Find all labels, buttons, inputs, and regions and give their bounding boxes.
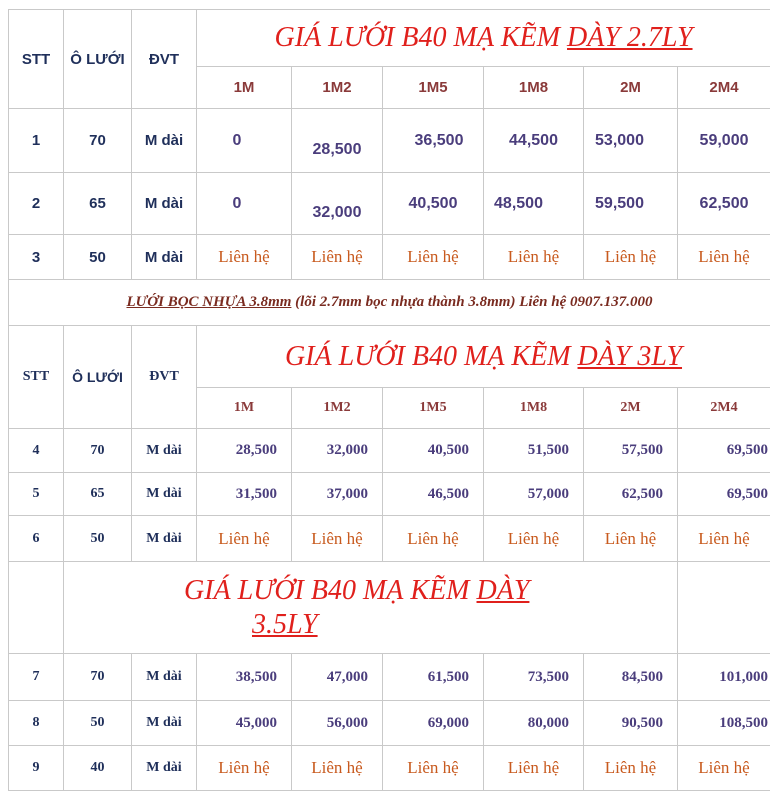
table-row (9, 654, 770, 701)
table-row (9, 473, 770, 516)
price-cell: 46,500 (383, 473, 484, 516)
dvt-cell: M dài (132, 516, 197, 562)
o-luoi-cell: 70 (64, 654, 132, 701)
size-header: 1M5 (383, 67, 484, 109)
empty-cell (678, 562, 770, 654)
price-cell: 56,000 (292, 701, 383, 746)
price-cell: 101,000 (678, 654, 770, 701)
price-cell: 48,500 (484, 173, 584, 235)
dvt-cell: M dài (132, 746, 197, 791)
size-header: 1M5 (383, 388, 484, 429)
price-cell: 40,500 (383, 429, 484, 473)
stt-header: STT (9, 326, 64, 429)
section1-header-row (9, 10, 770, 67)
dvt-header: ĐVT (132, 326, 197, 429)
contact-cell: Liên hệ (678, 235, 770, 280)
contact-cell: Liên hệ (678, 516, 770, 562)
size-header: 2M (584, 388, 678, 429)
price-cell: 28,500 (197, 429, 292, 473)
dvt-cell: M dài (132, 429, 197, 473)
size-header: 2M (584, 67, 678, 109)
contact-cell: Liên hệ (292, 235, 383, 280)
dvt-cell: M dài (132, 109, 197, 173)
table-row (9, 429, 770, 473)
price-table (8, 9, 770, 791)
stt-cell: 3 (9, 235, 64, 280)
price-cell: 0 (197, 173, 292, 235)
price-cell: 28,500 (292, 109, 383, 173)
o-luoi-cell: 70 (64, 109, 132, 173)
o-luoi-cell: 50 (64, 235, 132, 280)
contact-cell: Liên hệ (197, 516, 292, 562)
price-cell: 0 (197, 109, 292, 173)
contact-cell: Liên hệ (484, 235, 584, 280)
contact-cell: Liên hệ (584, 746, 678, 791)
price-cell: 90,500 (584, 701, 678, 746)
o-luoi-cell: 70 (64, 429, 132, 473)
size-header: 2M4 (678, 67, 770, 109)
section3-header-row (9, 562, 770, 654)
stt-cell: 2 (9, 173, 64, 235)
table-row (9, 746, 770, 791)
o-luoi-header: Ô LƯỚI (64, 326, 132, 429)
price-cell: 44,500 (484, 109, 584, 173)
dvt-cell: M dài (132, 235, 197, 280)
section3-title: GIÁ LƯỚI B40 MẠ KẼM DÀY 3.5LY (64, 562, 678, 654)
contact-cell: Liên hệ (383, 746, 484, 791)
price-cell: 59,500 (584, 173, 678, 235)
contact-cell: Liên hệ (678, 746, 770, 791)
dvt-cell: M dài (132, 654, 197, 701)
size-header: 1M (197, 388, 292, 429)
stt-cell: 8 (9, 701, 64, 746)
size-header: 1M (197, 67, 292, 109)
o-luoi-header: Ô LƯỚI (64, 10, 132, 109)
note-row (9, 280, 770, 326)
stt-cell: 6 (9, 516, 64, 562)
contact-cell: Liên hệ (292, 746, 383, 791)
o-luoi-cell: 65 (64, 173, 132, 235)
plastic-coated-note: LƯỚI BỌC NHỰA 3.8mm (lõi 2.7mm bọc nhựa thành 3.8mm) Liên hệ 0907.137.000 (9, 280, 770, 326)
contact-cell: Liên hệ (584, 516, 678, 562)
stt-cell: 9 (9, 746, 64, 791)
price-cell: 84,500 (584, 654, 678, 701)
dvt-cell: M dài (132, 473, 197, 516)
o-luoi-cell: 50 (64, 516, 132, 562)
price-cell: 32,000 (292, 429, 383, 473)
price-cell: 108,500 (678, 701, 770, 746)
size-header: 1M2 (292, 388, 383, 429)
price-cell: 40,500 (383, 173, 484, 235)
section1-title: GIÁ LƯỚI B40 MẠ KẼM DÀY 2.7LY (197, 10, 770, 67)
empty-cell (9, 562, 64, 654)
price-cell: 38,500 (197, 654, 292, 701)
contact-cell: Liên hệ (197, 746, 292, 791)
price-cell: 36,500 (383, 109, 484, 173)
table-row (9, 109, 770, 173)
stt-cell: 5 (9, 473, 64, 516)
contact-cell: Liên hệ (292, 516, 383, 562)
o-luoi-cell: 65 (64, 473, 132, 516)
price-cell: 73,500 (484, 654, 584, 701)
stt-header: STT (9, 10, 64, 109)
stt-cell: 1 (9, 109, 64, 173)
table-row (9, 235, 770, 280)
o-luoi-cell: 50 (64, 701, 132, 746)
size-header: 1M8 (484, 388, 584, 429)
stt-cell: 4 (9, 429, 64, 473)
contact-cell: Liên hệ (484, 516, 584, 562)
price-cell: 47,000 (292, 654, 383, 701)
contact-cell: Liên hệ (484, 746, 584, 791)
section2-title: GIÁ LƯỚI B40 MẠ KẼM DÀY 3LY (197, 326, 770, 388)
table-row (9, 701, 770, 746)
price-cell: 61,500 (383, 654, 484, 701)
table-row (9, 173, 770, 235)
contact-cell: Liên hệ (383, 235, 484, 280)
contact-cell: Liên hệ (383, 516, 484, 562)
section2-header-row (9, 326, 770, 388)
price-cell: 53,000 (584, 109, 678, 173)
price-cell: 69,500 (678, 429, 770, 473)
size-header: 2M4 (678, 388, 770, 429)
price-cell: 31,500 (197, 473, 292, 516)
price-cell: 80,000 (484, 701, 584, 746)
price-cell: 69,000 (383, 701, 484, 746)
price-cell: 62,500 (584, 473, 678, 516)
price-cell: 69,500 (678, 473, 770, 516)
contact-cell: Liên hệ (584, 235, 678, 280)
dvt-header: ĐVT (132, 10, 197, 109)
price-cell: 57,000 (484, 473, 584, 516)
dvt-cell: M dài (132, 701, 197, 746)
price-cell: 37,000 (292, 473, 383, 516)
price-cell: 32,000 (292, 173, 383, 235)
price-cell: 57,500 (584, 429, 678, 473)
contact-cell: Liên hệ (197, 235, 292, 280)
price-cell: 45,000 (197, 701, 292, 746)
size-header: 1M8 (484, 67, 584, 109)
table-row (9, 516, 770, 562)
stt-cell: 7 (9, 654, 64, 701)
o-luoi-cell: 40 (64, 746, 132, 791)
price-cell: 62,500 (678, 173, 770, 235)
dvt-cell: M dài (132, 173, 197, 235)
size-header: 1M2 (292, 67, 383, 109)
price-cell: 51,500 (484, 429, 584, 473)
price-cell: 59,000 (678, 109, 770, 173)
